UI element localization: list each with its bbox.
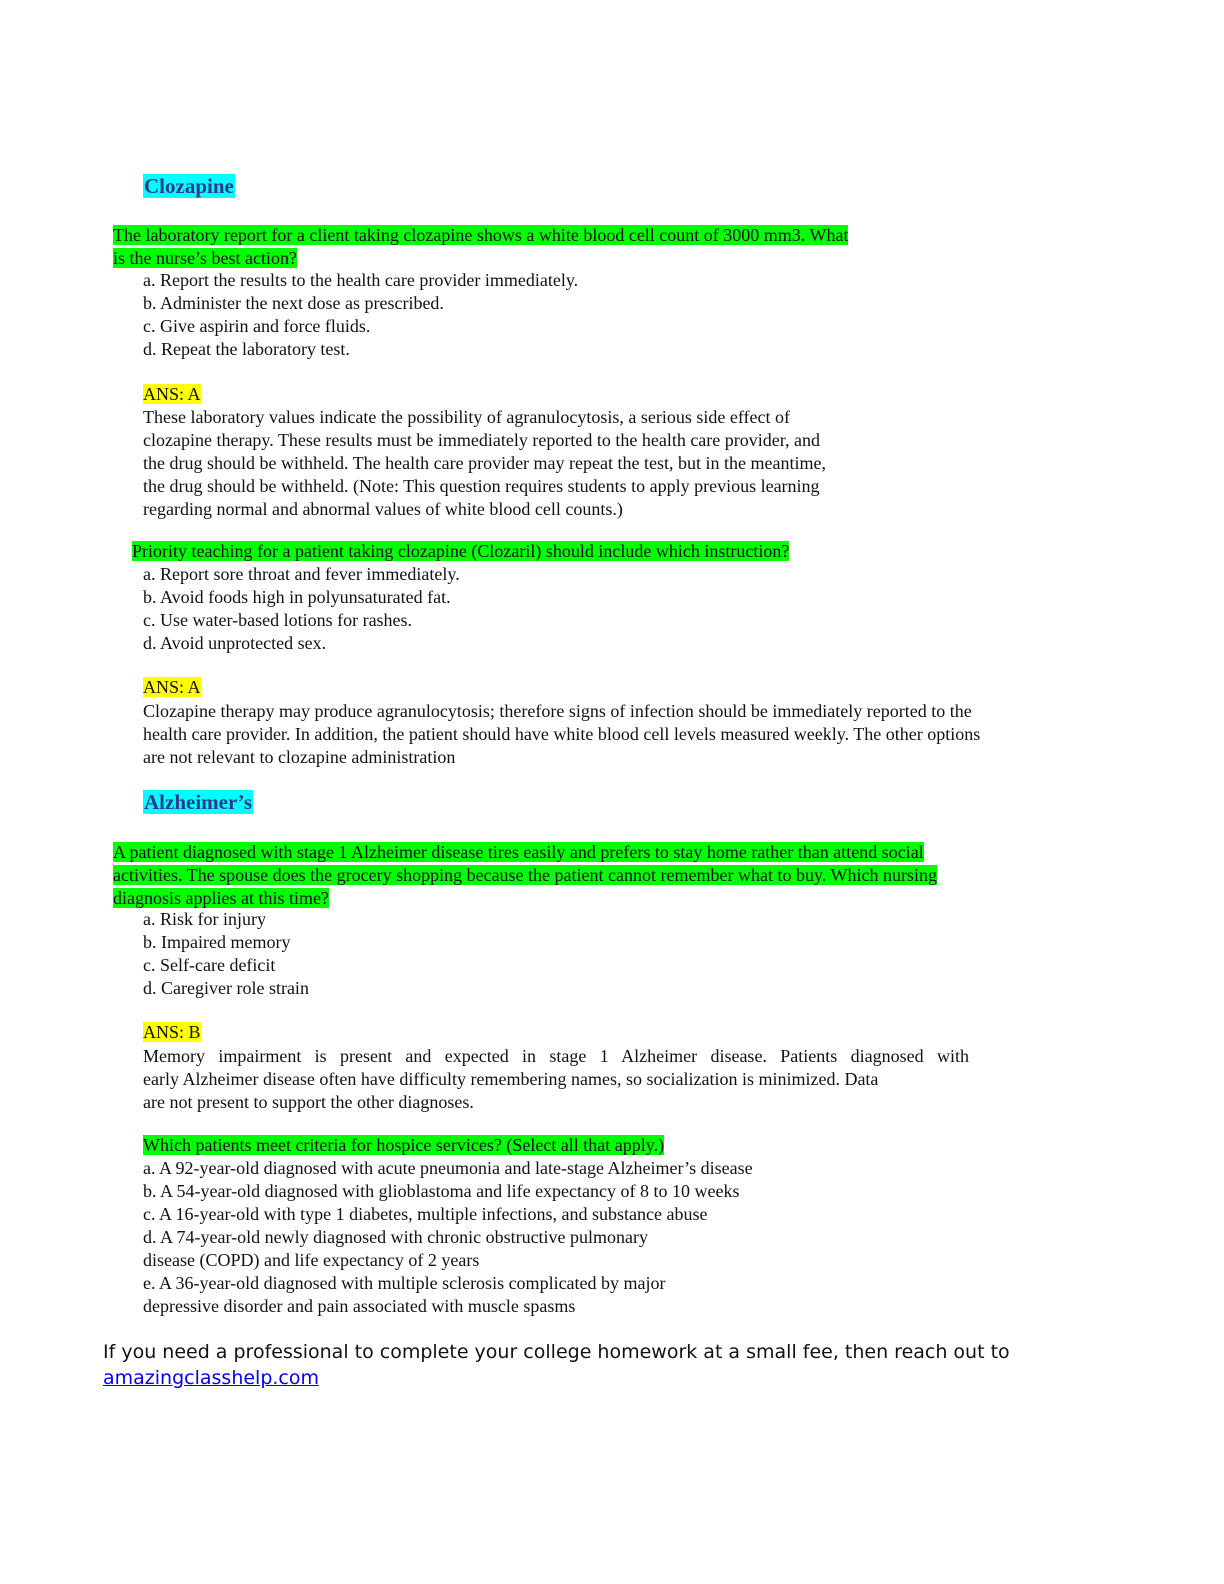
section-heading-text: Clozapine <box>144 174 234 198</box>
question-stem-line <box>113 247 297 270</box>
answer-key <box>143 383 201 406</box>
question-stem-text: Priority teaching for a patient taking clozapine (Clozaril) should include which instruction? <box>132 541 790 561</box>
answer-option: a. Report sore throat and fever immediately. <box>143 564 460 584</box>
footer-promo-text: If you need a professional to complete your college homework at a small fee, then reach out to <box>103 1341 1010 1363</box>
question-stem-text: is the nurse’s best action? <box>113 248 297 268</box>
footer-link-line <box>103 1365 319 1391</box>
rationale-line: These laboratory values indicate the possibility of agranulocytosis, a serious side effect of <box>143 407 790 427</box>
answer-key-text: ANS: B <box>143 1022 201 1042</box>
answer-option: b. Impaired memory <box>143 932 291 952</box>
question-stem-text: The laboratory report for a client taking clozapine shows a white blood cell count of 3000 mm3. What <box>113 225 849 245</box>
rationale-line: the drug should be withheld. The health care provider may repeat the test, but in the meantime, <box>143 453 826 473</box>
rationale-line: clozapine therapy. These results must be immediately reported to the health care provider, and <box>143 430 821 450</box>
rationale-line: are not relevant to clozapine administration <box>143 747 456 767</box>
question-stem-line <box>132 540 789 563</box>
answer-option: c. Use water-based lotions for rashes. <box>143 610 413 630</box>
answer-option: d. Caregiver role strain <box>143 978 309 998</box>
answer-option: a. Report the results to the health care provider immediately. <box>143 270 579 290</box>
answer-option: c. Give aspirin and force fluids. <box>143 316 371 336</box>
section-heading-alzheimers <box>143 788 253 816</box>
answer-key-text: ANS: A <box>143 677 201 697</box>
rationale-line: early Alzheimer disease often have difficulty remembering names, so socialization is minimized. Data <box>143 1069 879 1089</box>
answer-option: b. A 54-year-old diagnosed with glioblastoma and life expectancy of 8 to 10 weeks <box>143 1181 740 1201</box>
answer-key <box>143 676 201 699</box>
answer-option: e. A 36-year-old diagnosed with multiple sclerosis complicated by major <box>143 1273 666 1293</box>
answer-option: b. Avoid foods high in polyunsaturated fat. <box>143 587 451 607</box>
section-heading-text: Alzheimer’s <box>144 790 253 814</box>
question-stem-text: Which patients meet criteria for hospice services? (Select all that apply.) <box>143 1135 665 1155</box>
rationale-line: the drug should be withheld. (Note: This question requires students to apply previous learning <box>143 476 820 496</box>
rationale-line: health care provider. In addition, the patient should have white blood cell levels measured weekly. The other options <box>143 724 981 744</box>
answer-option: c. A 16-year-old with type 1 diabetes, multiple infections, and substance abuse <box>143 1204 708 1224</box>
answer-option-continuation: disease (COPD) and life expectancy of 2 years <box>143 1250 480 1270</box>
question-stem-text: activities. The spouse does the grocery shopping because the patient cannot remember what to buy. Which nursing <box>113 865 937 885</box>
question-stem-line <box>113 864 937 887</box>
question-stem-line <box>113 224 848 247</box>
rationale-line: regarding normal and abnormal values of white blood cell counts.) <box>143 499 623 519</box>
answer-key <box>143 1021 201 1044</box>
answer-option: c. Self-care deficit <box>143 955 276 975</box>
footer-link[interactable]: amazingclasshelp.com <box>103 1367 320 1389</box>
question-stem-text: diagnosis applies at this time? <box>113 888 329 908</box>
rationale-line: are not present to support the other diagnoses. <box>143 1092 474 1112</box>
question-stem-text: A patient diagnosed with stage 1 Alzheimer disease tires easily and prefers to stay home rather than attend social <box>113 842 924 862</box>
question-stem-line <box>143 1134 664 1157</box>
question-stem-line <box>113 887 329 910</box>
answer-option: d. Repeat the laboratory test. <box>143 339 350 359</box>
answer-option: d. Avoid unprotected sex. <box>143 633 327 653</box>
answer-key-text: ANS: A <box>143 384 201 404</box>
answer-option: d. A 74-year-old newly diagnosed with chronic obstructive pulmonary <box>143 1227 649 1247</box>
answer-option: a. Risk for injury <box>143 909 266 929</box>
rationale-line: Clozapine therapy may produce agranulocytosis; therefore signs of infection should be immediately reported to the <box>143 701 972 721</box>
answer-option: b. Administer the next dose as prescribed. <box>143 293 444 313</box>
rationale-line: Memory impairment is present and expected in stage 1 Alzheimer disease. Patients diagnosed with <box>143 1046 969 1066</box>
section-heading-clozapine <box>143 172 235 200</box>
answer-option: a. A 92-year-old diagnosed with acute pneumonia and late-stage Alzheimer’s disease <box>143 1158 753 1178</box>
question-stem-line <box>113 841 924 864</box>
answer-option-continuation: depressive disorder and pain associated with muscle spasms <box>143 1296 576 1316</box>
